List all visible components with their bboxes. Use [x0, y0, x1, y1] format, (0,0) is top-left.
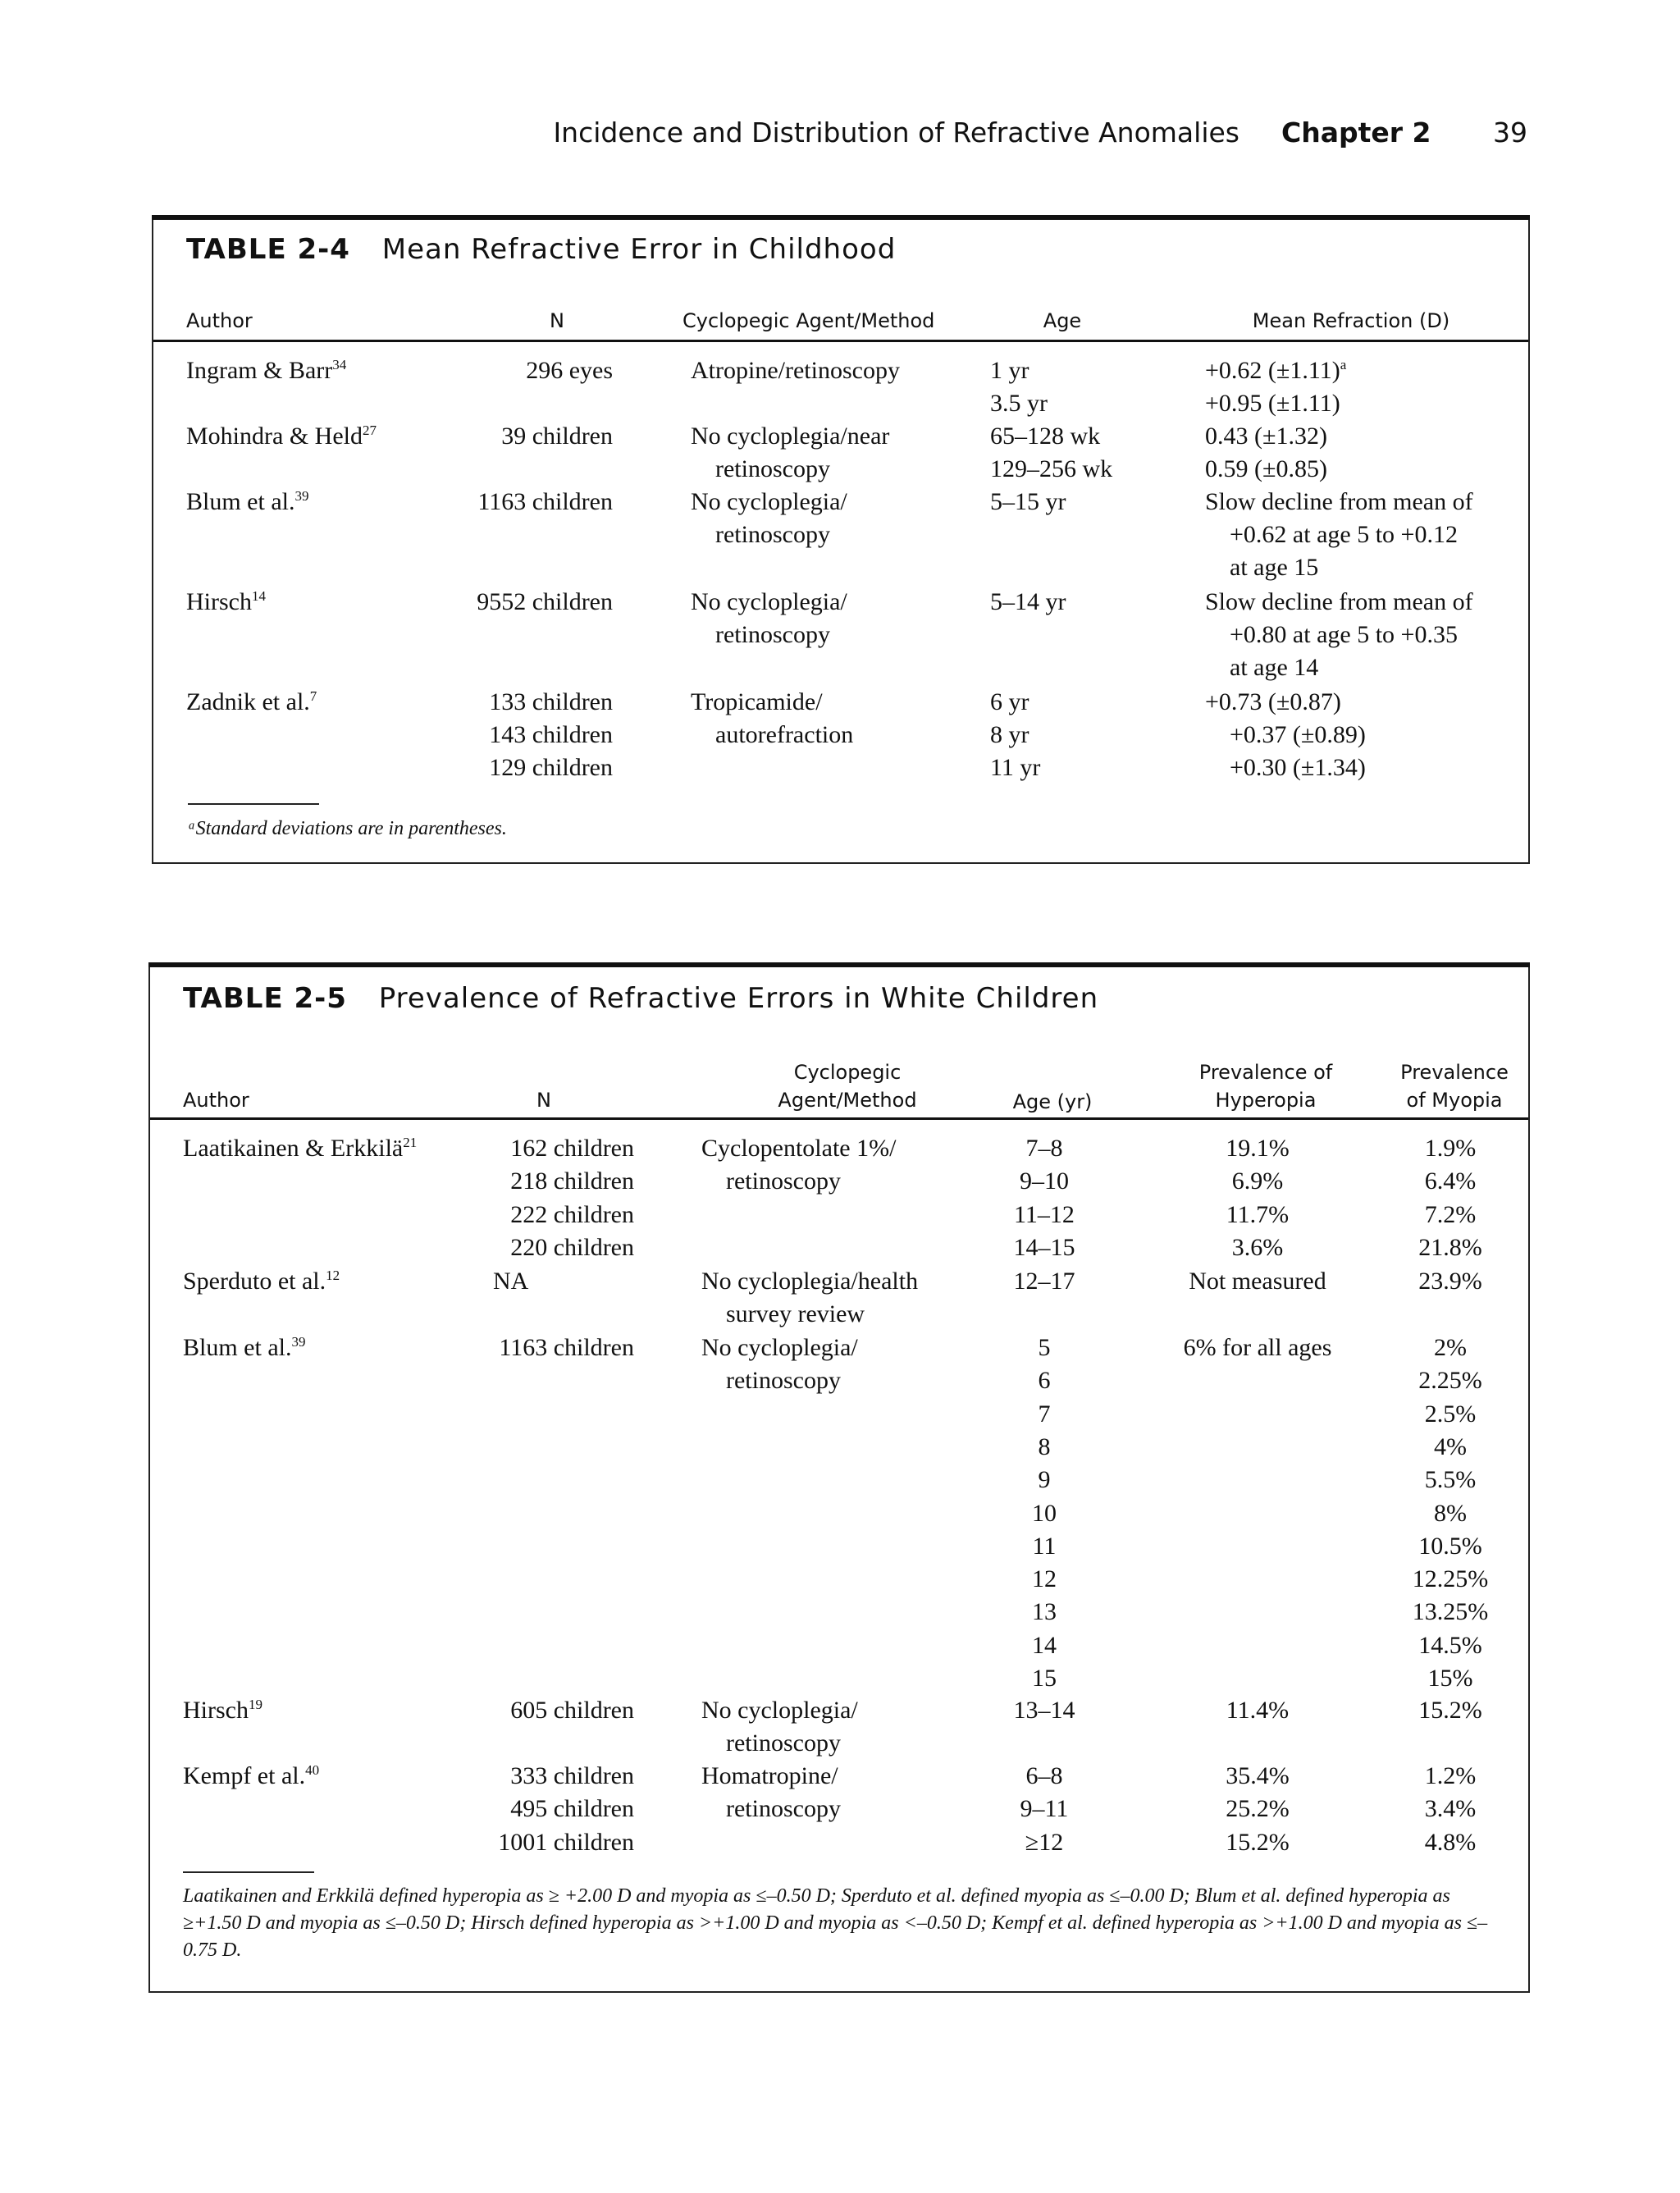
reference-marker: 27	[362, 423, 377, 438]
prevalence-myopia-cell: 15.2%	[1418, 1697, 1482, 1724]
age-cell: 9–11	[1020, 1795, 1069, 1823]
age-cell: 3.5 yr	[990, 390, 1048, 417]
footnote-marker: a	[1340, 357, 1347, 372]
prevalence-hyperopia-cell: 35.4%	[1226, 1762, 1290, 1789]
mean-refraction-cell: at age 14	[1230, 654, 1319, 681]
prevalence-myopia-cell: 2.5%	[1424, 1400, 1477, 1428]
header-method: Agent/Method	[778, 1089, 917, 1112]
age-cell: 5	[1038, 1334, 1051, 1361]
author-cell: Zadnik et al.$^7$	[186, 688, 317, 715]
mean-refraction-cell: +0.80 at age 5 to +0.35	[1230, 621, 1458, 648]
header-n: N	[536, 1089, 551, 1112]
header-method: Cyclopegic	[793, 1061, 902, 1084]
mean-refraction-cell: +0.73 (±0.87)	[1205, 688, 1341, 715]
table-footnote: Laatikainen and Erkkilä defined hyperopia as ≥ +2.00 D and myopia as ≤–0.50 D; Sperduto et al. defined myopia as ≤–0.00 D; Blum et al. defined hyperopia as ≥+1.50 D and myopia as ≤–0.50 D; Hirsch defined hyperopia as >+1.00 D and myopia as <–0.50 D; Kempf et al. defined hyperopia as >+1.00 D and myopia as ≤–0.75 D.	[183, 1885, 1488, 1961]
author-cell: Hirsch$^{19}$	[183, 1697, 262, 1724]
age-cell: 13	[1032, 1598, 1057, 1626]
table-label: TABLE 2-4	[186, 233, 350, 266]
table-title: Mean Refractive Error in Childhood	[381, 233, 897, 266]
method-cell: autorefraction	[715, 721, 854, 748]
n-cell: 1163 children	[499, 1334, 634, 1361]
method-cell: retinoscopy	[726, 1795, 841, 1823]
age-cell: 9	[1038, 1466, 1051, 1494]
age-cell: 11	[1032, 1532, 1057, 1560]
prevalence-myopia-cell: 5.5%	[1424, 1466, 1477, 1494]
header-prevalence-hyperopia: Prevalence of	[1198, 1061, 1333, 1084]
age-cell: 6 yr	[990, 688, 1029, 715]
prevalence-myopia-cell: 13.25%	[1412, 1598, 1489, 1626]
running-header-title: Incidence and Distribution of Refractive Anomalies	[553, 117, 1239, 148]
method-cell: survey review	[726, 1300, 865, 1328]
age-cell: 15	[1032, 1665, 1057, 1692]
reference-marker: 39	[291, 1334, 306, 1350]
prevalence-hyperopia-cell: 19.1%	[1226, 1135, 1290, 1162]
age-cell: 11 yr	[990, 754, 1041, 781]
mean-refraction-cell: +0.95 (±1.11)	[1205, 390, 1340, 417]
header-prevalence-myopia: of Myopia	[1406, 1089, 1503, 1112]
header-n: N	[550, 309, 564, 332]
n-cell: 218 children	[510, 1167, 634, 1195]
n-cell: 162 children	[510, 1135, 634, 1162]
method-cell: retinoscopy	[726, 1367, 841, 1395]
reference-marker: 21	[403, 1135, 418, 1150]
table-top-rule	[152, 215, 1530, 220]
table-caption	[186, 233, 896, 266]
n-cell: 39 children	[501, 423, 613, 450]
prevalence-hyperopia-cell: 6% for all ages	[1183, 1334, 1332, 1361]
table-footnote: ᵃStandard deviations are in parentheses.	[188, 818, 507, 839]
method-cell: No cycloplegia/near	[691, 423, 890, 450]
method-cell: Cyclopentolate 1%/	[701, 1135, 897, 1162]
prevalence-hyperopia-cell: 25.2%	[1226, 1795, 1290, 1823]
author-cell: Ingram & Barr$^{34}$	[186, 357, 347, 384]
method-cell: No cycloplegia/health	[701, 1268, 919, 1295]
method-cell: retinoscopy	[726, 1167, 841, 1195]
reference-marker: 39	[294, 488, 309, 504]
n-cell: 1001 children	[498, 1828, 634, 1856]
header-prevalence-myopia: Prevalence	[1400, 1061, 1509, 1084]
age-cell: ≥12	[1025, 1828, 1064, 1856]
n-cell: 129 children	[489, 754, 613, 781]
method-cell: No cycloplegia/	[701, 1697, 858, 1724]
age-cell: 5–14 yr	[990, 588, 1066, 615]
mean-refraction-cell: +0.30 (±1.34)	[1230, 754, 1366, 781]
age-cell: 7	[1038, 1400, 1051, 1428]
prevalence-myopia-cell: 21.8%	[1418, 1233, 1482, 1261]
method-cell: No cycloplegia/	[701, 1334, 858, 1361]
age-cell: 129–256 wk	[990, 455, 1113, 482]
method-cell: retinoscopy	[726, 1729, 841, 1757]
author-cell: Mohindra & Held$^{27}$	[186, 423, 377, 450]
n-cell: 1163 children	[477, 488, 613, 515]
age-cell: 8	[1038, 1432, 1051, 1460]
reference-marker: 34	[332, 357, 347, 372]
mean-refraction-cell: at age 15	[1230, 554, 1319, 581]
method-cell: No cycloplegia/	[691, 588, 847, 615]
prevalence-myopia-cell: 1.9%	[1424, 1135, 1477, 1162]
method-cell: retinoscopy	[715, 521, 830, 548]
age-cell: 65–128 wk	[990, 423, 1101, 450]
table-title: Prevalence of Refractive Errors in White Children	[378, 982, 1099, 1015]
header-age: Age (yr)	[1012, 1090, 1093, 1113]
age-cell: 6–8	[1025, 1762, 1063, 1789]
age-cell: 14–15	[1013, 1233, 1075, 1261]
table-top-rule	[148, 962, 1530, 967]
prevalence-hyperopia-cell: 6.9%	[1231, 1167, 1284, 1195]
prevalence-myopia-cell: 3.4%	[1424, 1795, 1477, 1823]
age-cell: 12–17	[1013, 1268, 1075, 1295]
age-cell: 10	[1032, 1499, 1057, 1527]
method-cell: Atropine/retinoscopy	[691, 357, 900, 384]
table-2-5	[148, 962, 1530, 1993]
header-author: Author	[186, 309, 253, 332]
age-cell: 11–12	[1014, 1200, 1075, 1228]
table-label: TABLE 2-5	[183, 982, 347, 1015]
n-cell: 9552 children	[477, 588, 613, 615]
n-cell: 220 children	[510, 1233, 634, 1261]
author-cell: Laatikainen & Erkkilä$^{21}$	[183, 1135, 418, 1162]
running-header	[0, 117, 1680, 161]
mean-refraction-cell: +0.62 at age 5 to +0.12	[1230, 521, 1458, 548]
mean-refraction-cell: +0.37 (±0.89)	[1230, 721, 1366, 748]
mean-refraction-cell: 0.59 (±0.85)	[1205, 455, 1327, 482]
method-cell: retinoscopy	[715, 455, 830, 482]
method-cell: retinoscopy	[715, 621, 830, 648]
age-cell: 7–8	[1025, 1135, 1063, 1162]
prevalence-myopia-cell: 23.9%	[1418, 1268, 1482, 1295]
reference-marker: 40	[305, 1762, 320, 1778]
reference-marker: 19	[248, 1697, 262, 1712]
prevalence-hyperopia-cell: 15.2%	[1226, 1828, 1290, 1856]
header-mean-refraction: Mean Refraction (D)	[1252, 309, 1450, 332]
mean-refraction-cell: +0.62 $(\pm 1.11)^a$	[1205, 357, 1347, 384]
author-cell: Sperduto et al.$^{12}$	[183, 1268, 340, 1295]
prevalence-hyperopia-cell: 3.6%	[1231, 1233, 1284, 1261]
prevalence-myopia-cell: 15%	[1427, 1665, 1473, 1692]
header-rule	[150, 1117, 1528, 1120]
prevalence-hyperopia-cell: 11.4%	[1226, 1697, 1290, 1724]
table-caption	[183, 982, 1098, 1015]
mean-refraction-cell: Slow decline from mean of	[1205, 588, 1473, 615]
author-cell: Hirsch$^{14}$	[186, 588, 266, 615]
page-number: 39	[1493, 117, 1527, 148]
header-prevalence-hyperopia: Hyperopia	[1215, 1089, 1317, 1112]
mean-refraction-cell: Slow decline from mean of	[1205, 488, 1473, 515]
age-cell: 8 yr	[990, 721, 1029, 748]
prevalence-myopia-cell: 10.5%	[1418, 1532, 1482, 1560]
prevalence-myopia-cell: 2.25%	[1418, 1367, 1482, 1395]
n-cell: 495 children	[510, 1795, 634, 1823]
header-author: Author	[183, 1089, 249, 1112]
prevalence-myopia-cell: 4.8%	[1424, 1828, 1477, 1856]
age-cell: 13–14	[1013, 1697, 1075, 1724]
prevalence-myopia-cell: 4%	[1434, 1432, 1467, 1460]
n-cell: NA	[493, 1268, 529, 1295]
header-rule	[153, 340, 1528, 342]
running-header-chapter: Chapter 2	[1281, 117, 1431, 148]
age-cell: 5–15 yr	[990, 488, 1066, 515]
author-cell: Kempf et al.$^{40}$	[183, 1762, 320, 1789]
age-cell: 9–10	[1020, 1167, 1069, 1195]
reference-marker: 7	[309, 688, 317, 704]
author-cell: Blum et al.$^{39}$	[186, 488, 309, 515]
n-cell: 333 children	[510, 1762, 634, 1789]
n-cell: 296 eyes	[526, 357, 613, 384]
prevalence-myopia-cell: 8%	[1434, 1499, 1467, 1527]
footnote-rule	[183, 1871, 314, 1873]
reference-marker: 12	[326, 1268, 340, 1283]
prevalence-myopia-cell: 6.4%	[1424, 1167, 1477, 1195]
prevalence-hyperopia-cell: 11.7%	[1226, 1200, 1290, 1228]
reference-marker: 14	[251, 588, 266, 604]
age-cell: 12	[1032, 1565, 1057, 1593]
prevalence-myopia-cell: 2%	[1434, 1334, 1467, 1361]
n-cell: 605 children	[510, 1697, 634, 1724]
table-2-4	[152, 215, 1530, 864]
footnote-rule	[188, 803, 319, 805]
header-age: Age	[1043, 309, 1082, 332]
prevalence-myopia-cell: 1.2%	[1424, 1762, 1477, 1789]
header-method: Cyclopegic Agent/Method	[682, 309, 935, 332]
n-cell: 222 children	[510, 1200, 634, 1228]
n-cell: 133 children	[489, 688, 613, 715]
age-cell: 14	[1032, 1631, 1057, 1659]
mean-refraction-cell: 0.43 (±1.32)	[1205, 423, 1327, 450]
age-cell: 1 yr	[990, 357, 1029, 384]
prevalence-myopia-cell: 14.5%	[1418, 1631, 1482, 1659]
prevalence-myopia-cell: 7.2%	[1424, 1200, 1477, 1228]
age-cell: 6	[1038, 1367, 1051, 1395]
n-cell: 143 children	[489, 721, 613, 748]
author-cell: Blum et al.$^{39}$	[183, 1334, 306, 1361]
method-cell: Tropicamide/	[691, 688, 823, 715]
prevalence-myopia-cell: 12.25%	[1412, 1565, 1489, 1593]
prevalence-hyperopia-cell: Not measured	[1189, 1268, 1326, 1295]
method-cell: No cycloplegia/	[691, 488, 847, 515]
method-cell: Homatropine/	[701, 1762, 838, 1789]
